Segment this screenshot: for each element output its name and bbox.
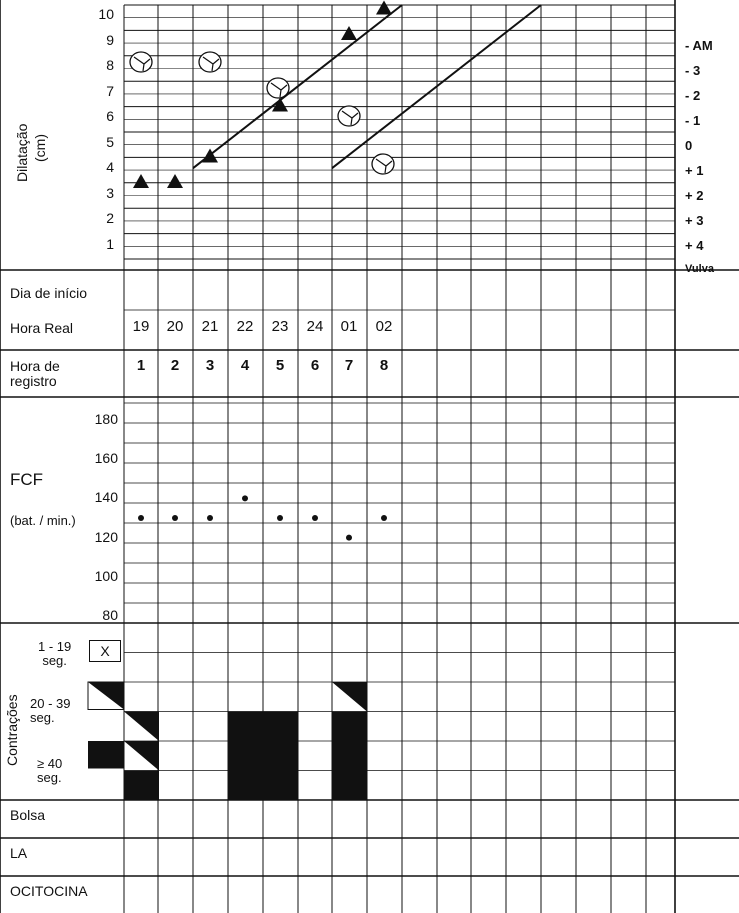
fcf-label: FCF (10, 470, 44, 489)
fcf-point (346, 535, 352, 541)
fcf-tick: 160 (94, 450, 118, 467)
fcf-point (381, 515, 387, 521)
fcf-tick: 80 (102, 607, 118, 623)
cat1-line1: 1 - 19 (38, 639, 72, 654)
dilatacao-tick: 5 (106, 133, 114, 150)
dilatacao-tick: 9 (106, 31, 114, 48)
dilatacao-tick: 6 (106, 108, 114, 125)
hora-registro-value: 8 (379, 357, 389, 374)
hora-registro-value: 3 (205, 357, 215, 374)
dilation-triangle (376, 1, 392, 15)
hora-registro-value: 7 (344, 357, 354, 374)
dilatacao-title: Dilatação (14, 123, 30, 182)
contraction-cell-full (263, 712, 298, 742)
fcf-point (138, 515, 144, 521)
station-label: Vulva (685, 263, 714, 275)
ocitocina-label: OCITOCINA (10, 883, 88, 899)
station-label: + 1 (685, 163, 704, 178)
contraction-cell-half (124, 712, 159, 742)
dilatacao-tick: 8 (106, 57, 114, 74)
contraction-cell-full (332, 712, 367, 742)
contraction-cell-full (228, 771, 263, 801)
hora-real-value: 22 (236, 318, 254, 335)
hora-real-value: 23 (271, 318, 289, 335)
hora-real-label: Hora Real (10, 320, 74, 336)
fcf-point (207, 515, 213, 521)
legend-cell-full (88, 741, 124, 769)
fcf-tick: 180 (94, 411, 118, 427)
station-label: - AM (685, 38, 713, 53)
fcf-point (312, 515, 318, 521)
contraction-cell-half (124, 741, 159, 771)
hora-registro-value: 1 (136, 357, 146, 374)
hora-registro-label (10, 359, 60, 390)
hora-real-value: 01 (340, 318, 358, 335)
cat1-line2: seg. (42, 653, 67, 669)
dilation-triangle (341, 26, 357, 40)
dilatacao-tick: 1 (106, 235, 114, 252)
fcf-point (242, 495, 248, 501)
hora-real-value: 02 (375, 318, 393, 335)
cat3-line1: ≥ 40 (37, 756, 63, 771)
bolsa-label: Bolsa (10, 807, 46, 823)
cat3-line2: seg. (37, 770, 62, 786)
dilation-triangle (167, 174, 183, 188)
dilatacao-tick: 4 (106, 159, 114, 176)
fcf-unit: (bat. / min.) (10, 513, 76, 528)
dilatacao-tick: 10 (98, 6, 114, 23)
hora-real-value: 19 (132, 318, 150, 335)
hora-registro-value: 5 (275, 357, 285, 374)
contraction-cell-full (332, 741, 367, 771)
dilatacao-unit-text: (cm) (32, 134, 48, 162)
contraction-cell-full (228, 741, 263, 771)
fcf-tick: 120 (94, 528, 118, 545)
station-label: + 3 (685, 213, 704, 228)
contraction-cell-half (332, 682, 367, 712)
station-label: + 2 (685, 188, 704, 203)
la-label: LA (10, 845, 28, 861)
contracoes-label (4, 694, 20, 766)
hora-registro-line1: Hora de (10, 358, 60, 374)
cat2-line1: 20 - 39 (30, 696, 71, 711)
station-label: - 3 (685, 63, 701, 78)
hora-real-value: 24 (306, 318, 324, 335)
contraction-cell-full (263, 741, 298, 771)
hora-registro-value: 6 (310, 357, 320, 374)
hora-registro-value: 4 (240, 357, 250, 374)
dilatacao-tick: 7 (106, 82, 114, 99)
fcf-point (277, 515, 283, 521)
fcf-point (172, 515, 178, 521)
fcf-tick: 100 (94, 567, 118, 584)
dilatacao-tick: 3 (106, 184, 114, 201)
hora-real-value: 21 (201, 318, 219, 335)
hora-real-value: 20 (166, 318, 184, 335)
station-label: + 4 (685, 238, 704, 253)
contracoes-cat2 (30, 697, 70, 726)
dia-inicio-label: Dia de início (10, 285, 88, 301)
dilatacao-tick: 2 (106, 210, 114, 227)
station-label: - 2 (685, 88, 701, 103)
hora-registro-line2: registro (10, 373, 57, 390)
dilation-triangle (133, 174, 149, 188)
contraction-cell-full (263, 771, 298, 801)
contracoes-cat3 (37, 757, 62, 786)
contraction-cell-full (332, 771, 367, 801)
station-label: - 1 (685, 113, 701, 128)
contracoes-cat1 (38, 640, 71, 669)
fcf-tick: 140 (94, 489, 118, 506)
dilatacao-unit (32, 134, 48, 162)
hora-registro-value: 2 (170, 357, 180, 374)
station-label: 0 (685, 138, 693, 153)
contraction-cell-full (228, 712, 263, 742)
cat1-legend-box: X (89, 640, 121, 662)
contraction-cell-full (124, 771, 159, 801)
dilatacao-label (14, 124, 30, 182)
contracoes-title: Contrações (4, 694, 20, 766)
cat2-line2: seg. (30, 710, 55, 726)
